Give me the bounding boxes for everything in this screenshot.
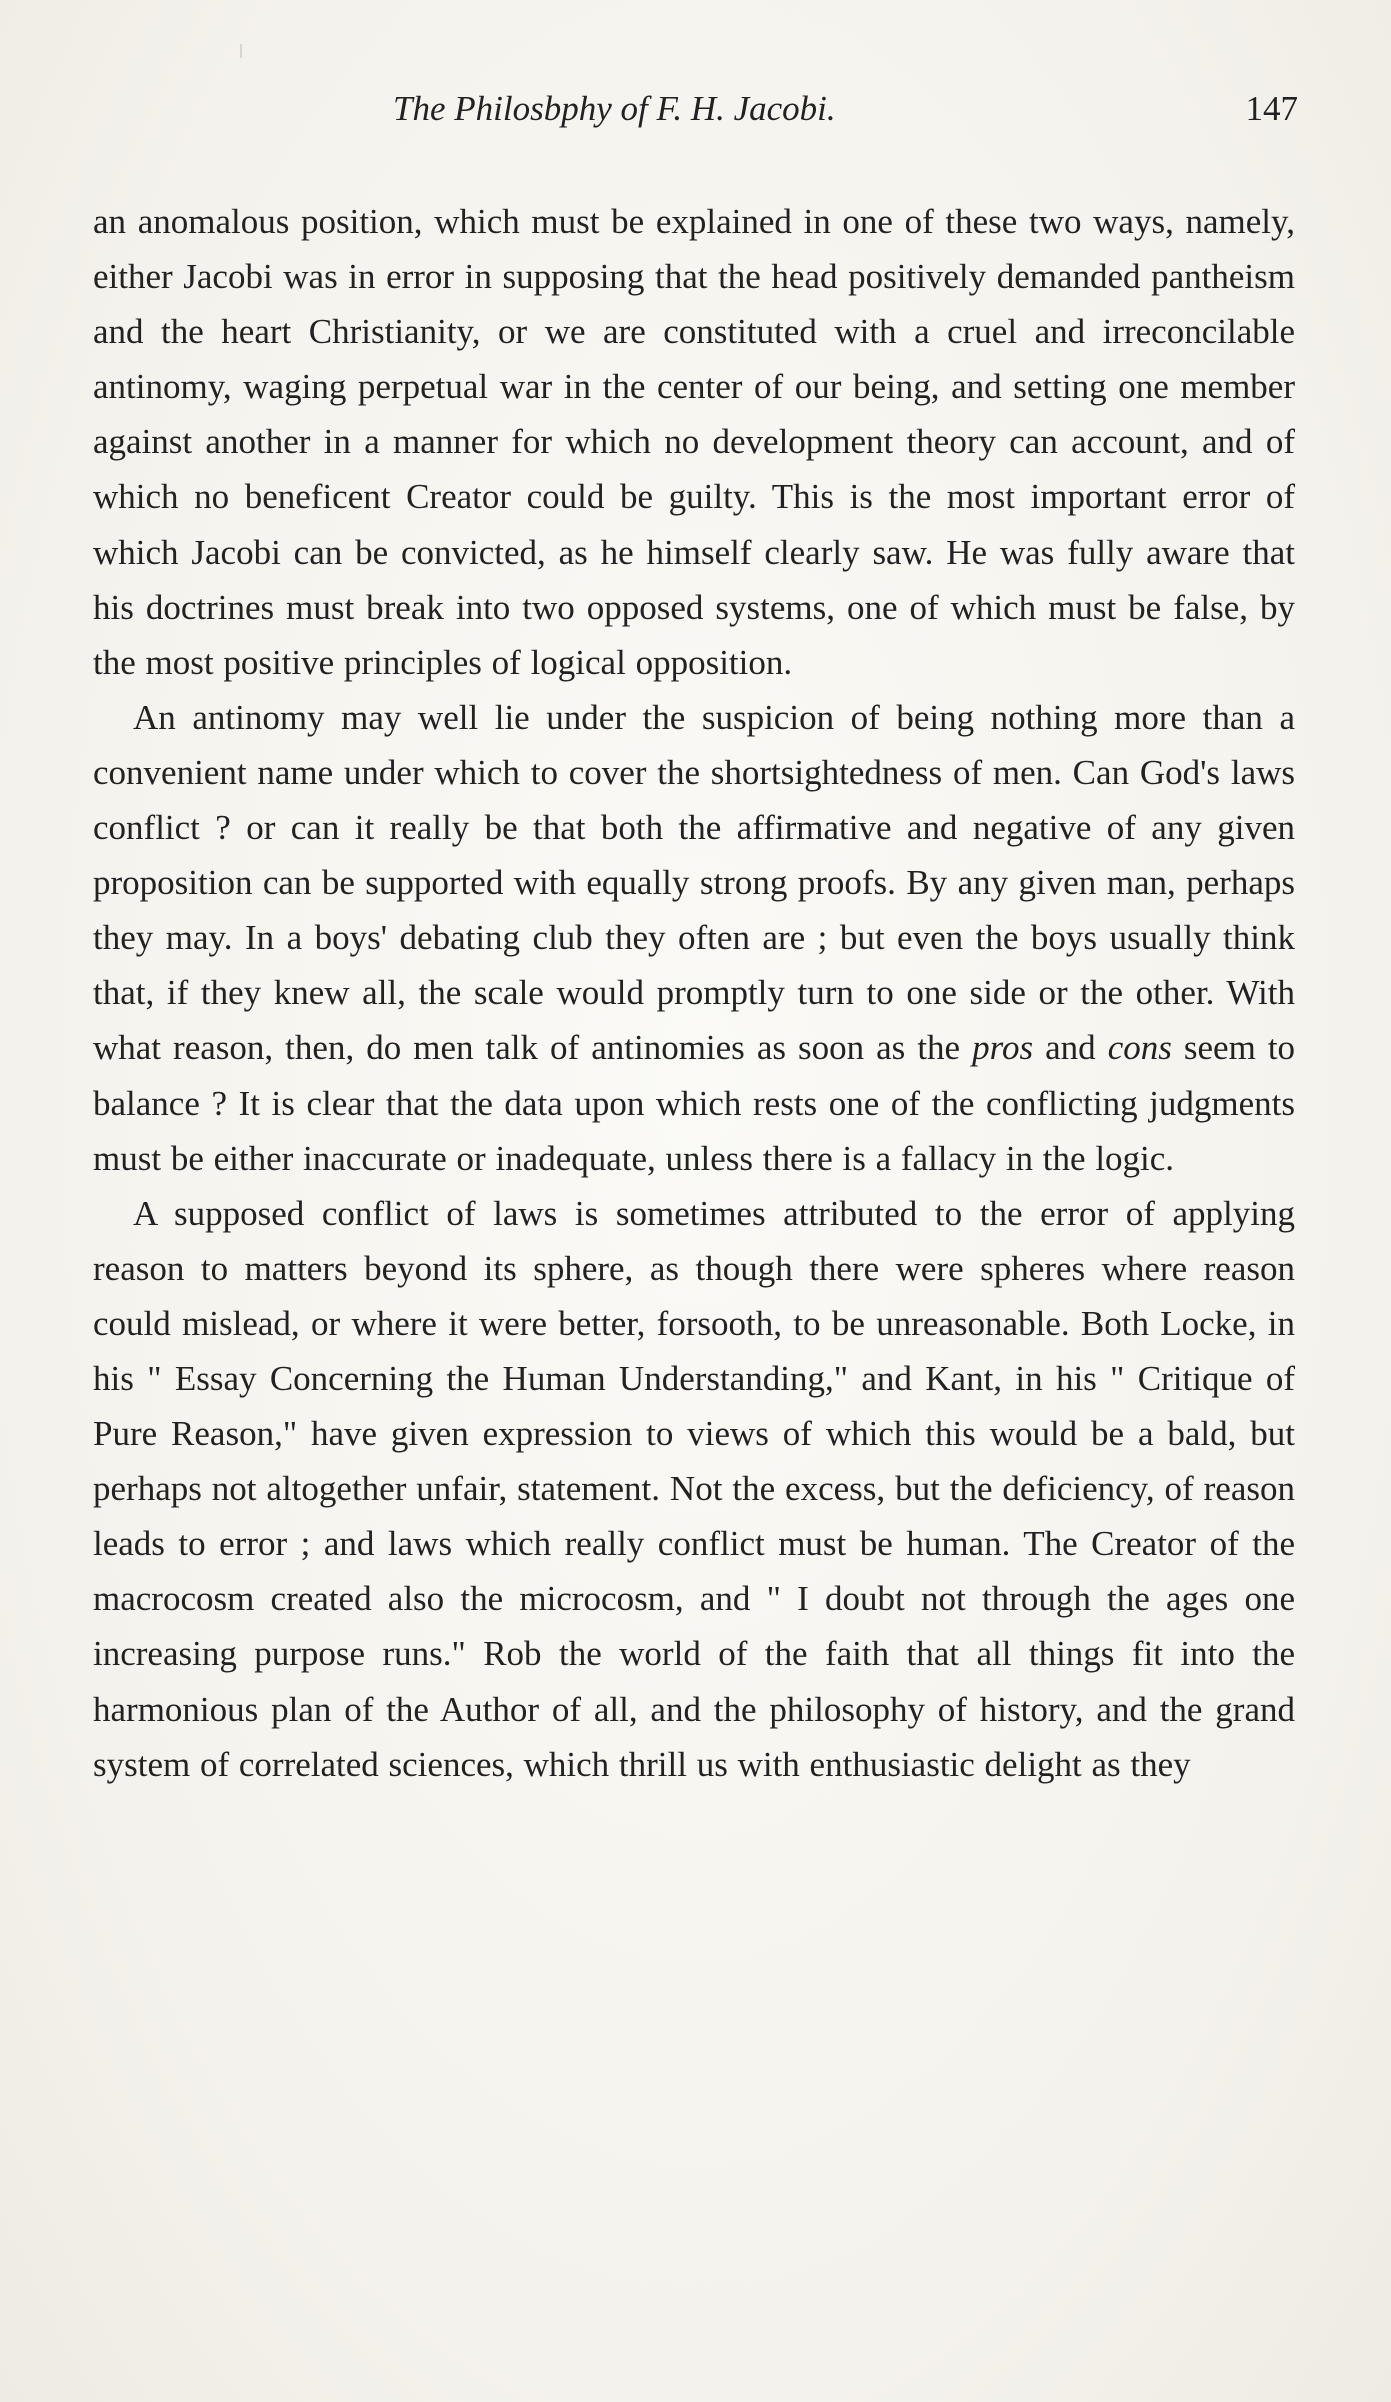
- paragraph-antinomy-text-b: seem to balance ? It is clear that the data upon which rests one of the conflicting judgments must be either inaccurate or inadequate, unless there is a fallacy in the logic.: [93, 1028, 1296, 1178]
- and-word: and: [1045, 1028, 1096, 1068]
- cons-italic: cons: [1107, 1028, 1172, 1068]
- page-number: 147: [1245, 89, 1298, 128]
- paragraph-conflict-of-laws: A supposed conflict of laws is sometimes attributed to the error of applying reason to matters beyond its sphere, as though there were spheres where reason could mislead, or where it were better, forsooth, to be unreasonable. Both Locke, in his " Essay Concerning the Human Understanding," and Kant, in his " Critique of Pure Reason," have given expression to views of which this would be a bald, but perhaps not altogether unfair, statement. Not the excess, but the deficiency, of reason leads to error ; and laws which really conflict must be human. The Creator of the macrocosm created also the microcosm, and " I doubt not through the ages one increasing purpose runs." Rob the world of the faith that all things fit into the harmonious plan of the Author of all, and the philosophy of history, and the grand system of correlated sciences, which thrill us with enthusiastic delight as they: [93, 1193, 1295, 1784]
- paragraph-antinomy: [93, 690, 1295, 1186]
- paragraph-continued: an anomalous position, which must be explained in one of these two ways, namely, either Jacobi was in error in supposing that the head positively demanded pantheism and the heart Christianity, or we are constituted with a cruel and irreconcilable antinomy, waging perpetual war in the center of our being, and setting one member against another in a manner for which no development theory can account, and of which no beneficent Creator could be guilty. This is the most important error of which Jacobi can be convicted, as he himself clearly saw. He was fully aware that his doctrines must break into two opposed systems, one of which must be false, by the most positive principles of logical opposition.: [93, 202, 1295, 682]
- paper-blemish: [240, 44, 242, 58]
- running-title: The Philosbphy of F. H. Jacobi.: [393, 89, 836, 128]
- pros-italic: pros: [972, 1028, 1034, 1068]
- body-text: [93, 194, 1295, 1792]
- running-head: [93, 84, 1298, 134]
- paragraph-antinomy-text-a: An antinomy may well lie under the suspicion of being nothing more than a convenient name under which to cover the shortsightedness of men. Can God's laws conflict ? or can it really be that both the affirmative and negative of any given proposition can be supported with equally strong proofs. By any given man, perhaps they may. In a boys' debating club they often are ; but even the boys usually think that, if they knew all, the scale would promptly turn to one side or the other. With what reason, then, do men talk of antinomies as soon as the: [93, 697, 1295, 1068]
